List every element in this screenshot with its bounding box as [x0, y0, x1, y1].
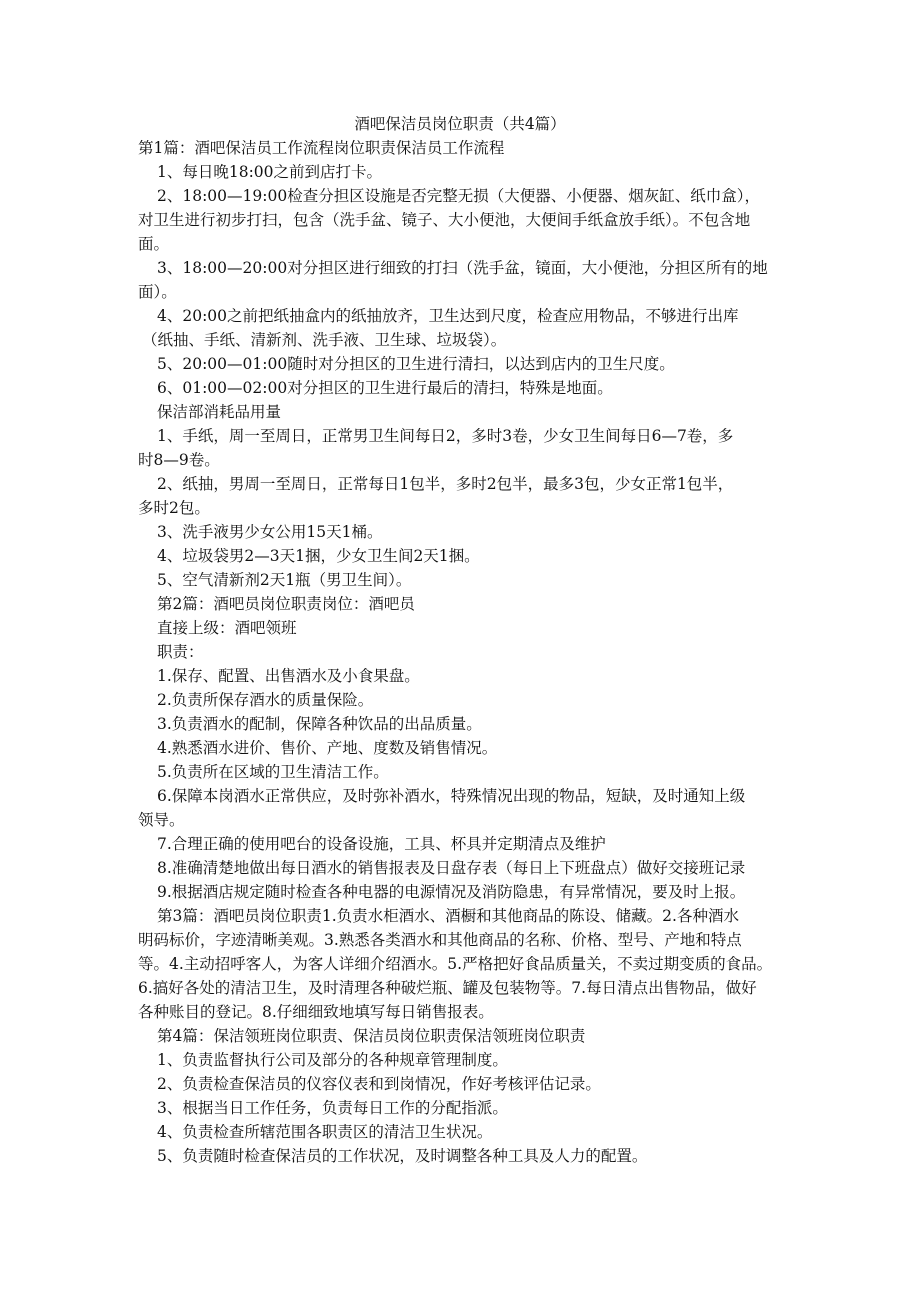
paragraph-line: 4、负责检查所辖范围各职责区的清洁卫生状况。 — [157, 1123, 493, 1141]
paragraph-line: 4、20:00之前把纸抽盒内的纸抽放齐，卫生达到尺度，检查应用物品，不够进行出库 — [157, 307, 739, 325]
paragraph-line: 第1篇：酒吧保洁员工作流程岗位职责保洁员工作流程 — [138, 139, 505, 157]
paragraph-line: 对卫生进行初步打扫，包含（洗手盆、镜子、大小便池，大便间手纸盒放手纸）。不包含地 — [138, 211, 751, 229]
section-heading: 第3篇：酒吧员岗位职责1.负责水柜酒水、酒橱和其他商品的陈设、储藏。2.各种酒水 — [157, 907, 739, 925]
paragraph-line: 各种账目的登记。8.仔细细致地填写每日销售报表。 — [138, 1003, 494, 1021]
paragraph-line: 3.负责酒水的配制，保障各种饮品的出品质量。 — [157, 715, 482, 733]
paragraph-line: 6.保障本岗酒水正常供应，及时弥补酒水，特殊情况出现的物品，短缺，及时通知上级 — [157, 787, 746, 805]
paragraph-line: 3、根据当日工作任务，负责每日工作的分配指派。 — [157, 1099, 508, 1117]
section-heading: 保洁部消耗品用量 — [157, 403, 282, 421]
paragraph-line: 5、20:00—01:00随时对分担区的卫生进行清扫，以达到店内的卫生尺度。 — [157, 355, 675, 373]
paragraph-line: 9.根据酒店规定随时检查各种电器的电源情况及消防隐患，有异常情况，要及时上报。 — [157, 883, 746, 901]
paragraph-line: 2、18:00—19:00检查分担区设施是否完整无损（大便器、小便器、烟灰缸、纸巾盒）， — [157, 187, 760, 205]
paragraph-line: 1、负责监督执行公司及部分的各种规章管理制度。 — [157, 1051, 508, 1069]
paragraph-line: 职责： — [157, 643, 204, 661]
paragraph-line: 3、18:00—20:00对分担区进行细致的打扫（洗手盆，镜面，大小便池，分担区所有的地 — [157, 259, 768, 277]
paragraph-line: 4、垃圾袋男2—3天1捆，少女卫生间2天1捆。 — [157, 547, 480, 565]
paragraph-line: 2、纸抽，男周一至周日，正常每日1包半，多时2包半，最多3包，少女正常1包半， — [157, 475, 734, 493]
paragraph-line: 6、01:00—02:00对分担区的卫生进行最后的清扫，特殊是地面。 — [157, 379, 613, 397]
paragraph-line: 面）。 — [138, 283, 177, 301]
paragraph-line: （纸抽、手纸、清新剂、洗手液、卫生球、垃圾袋）。 — [142, 331, 507, 349]
paragraph-line: 2.负责所保存酒水的质量保险。 — [157, 691, 374, 709]
paragraph-line: 明码标价，字迹清晰美观。3.熟悉各类酒水和其他商品的名称、价格、型号、产地和特点 — [138, 931, 742, 949]
section-heading: 第4篇：保洁领班岗位职责、保洁员岗位职责保洁领班岗位职责 — [157, 1027, 586, 1045]
section-heading: 第2篇：酒吧员岗位职责岗位：酒吧员 — [157, 595, 415, 613]
paragraph-line: 2、负责检查保洁员的仪容仪表和到岗情况，作好考核评估记录。 — [157, 1075, 601, 1093]
paragraph-line: 5、负责随时检查保洁员的工作状况，及时调整各种工具及人力的配置。 — [157, 1147, 648, 1165]
paragraph-line: 直接上级：酒吧领班 — [157, 619, 297, 637]
paragraph-line: 7.合理正确的使用吧台的设备设施，工具、杯具并定期清点及维护 — [157, 835, 606, 853]
paragraph-line: 多时2包。 — [138, 499, 210, 517]
paragraph-line: 1、手纸，周一至周日，正常男卫生间每日2，多时3卷，少女卫生间每日6—7卷，多 — [157, 427, 734, 445]
paragraph-line: 等。4.主动招呼客人，为客人详细介绍酒水。5.严格把好食品质量关，不卖过期变质的食品。 — [138, 955, 773, 973]
document-title: 酒吧保洁员岗位职责（共4篇） — [354, 115, 566, 133]
paragraph-line: 时8—9卷。 — [138, 451, 220, 469]
paragraph-line: 5.负责所在区域的卫生清洁工作。 — [157, 763, 389, 781]
paragraph-line: 1.保存、配置、出售酒水及小食果盘。 — [157, 667, 420, 685]
paragraph-line: 8.准确清楚地做出每日酒水的销售报表及日盘存表（每日上下班盘点）做好交接班记录 — [157, 859, 746, 877]
paragraph-line: 3、洗手液男少女公用15天1桶。 — [157, 523, 383, 541]
paragraph-line: 4.熟悉酒水进价、售价、产地、度数及销售情况。 — [157, 739, 498, 757]
paragraph-line: 5、空气清新剂2天1瓶（男卫生间）。 — [157, 571, 412, 589]
paragraph-line: 6.搞好各处的清洁卫生，及时清理各种破烂瓶、罐及包装物等。7.每日清点出售物品，做好 — [138, 979, 757, 997]
paragraph-line: 领导。 — [138, 811, 185, 829]
paragraph-line: 1、每日晚18:00之前到店打卡。 — [157, 163, 383, 181]
paragraph-line: 面。 — [138, 235, 170, 253]
